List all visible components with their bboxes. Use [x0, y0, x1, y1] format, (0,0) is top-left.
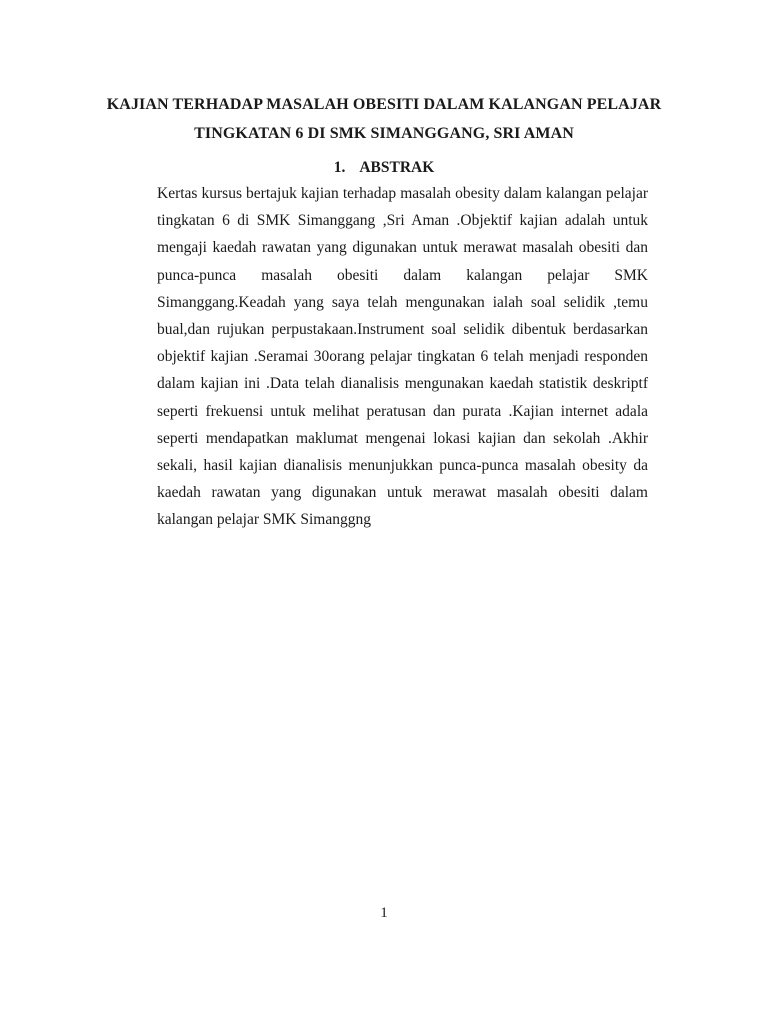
section-number: 1. [333, 159, 346, 176]
document-title [100, 90, 668, 148]
page-number: 1 [380, 905, 388, 921]
title-line-1: KAJIAN TERHADAP MASALAH OBESITI DALAM KALANGAN PELAJAR [106, 96, 662, 113]
abstract-paragraph: Kertas kursus bertajuk kajian terhadap masalah obesity dalam kalangan pelajar tingkatan 6 di SMK Simanggang ,Sri Aman .Objektif kajian adalah untuk mengaji kaedah rawatan yang digunakan untuk merawat masalah obesiti dan punca-punca masalah obesiti dalam kalangan pelajar SMK Simanggang.Keadah yang saya telah mengunakan ialah soal selidik ,temu bual,dan rujukan perpustakaan.Instrument soal selidik dibentuk berdasarkan objektif kajian .Seramai 30orang pelajar tingkatan 6 telah menjadi responden dalam kajian ini .Data telah dianalisis mengunakan kaedah statistik deskriptf seperti frekuensi untuk melihat peratusan dan purata .Kajian internet adala seperti mendapatkan maklumat mengenai lokasi kajian dan sekolah .Akhir sekali, hasil kajian dianalisis menunjukkan punca-punca masalah obesity da kaedah rawatan yang digunakan untuk merawat masalah obesiti dalam kalangan pelajar SMK Simanggng [157, 185, 648, 529]
title-line-2: TINGKATAN 6 DI SMK SIMANGGANG, SRI AMAN [194, 125, 574, 142]
section-title: ABSTRAK [359, 159, 435, 176]
section-heading [0, 156, 768, 180]
